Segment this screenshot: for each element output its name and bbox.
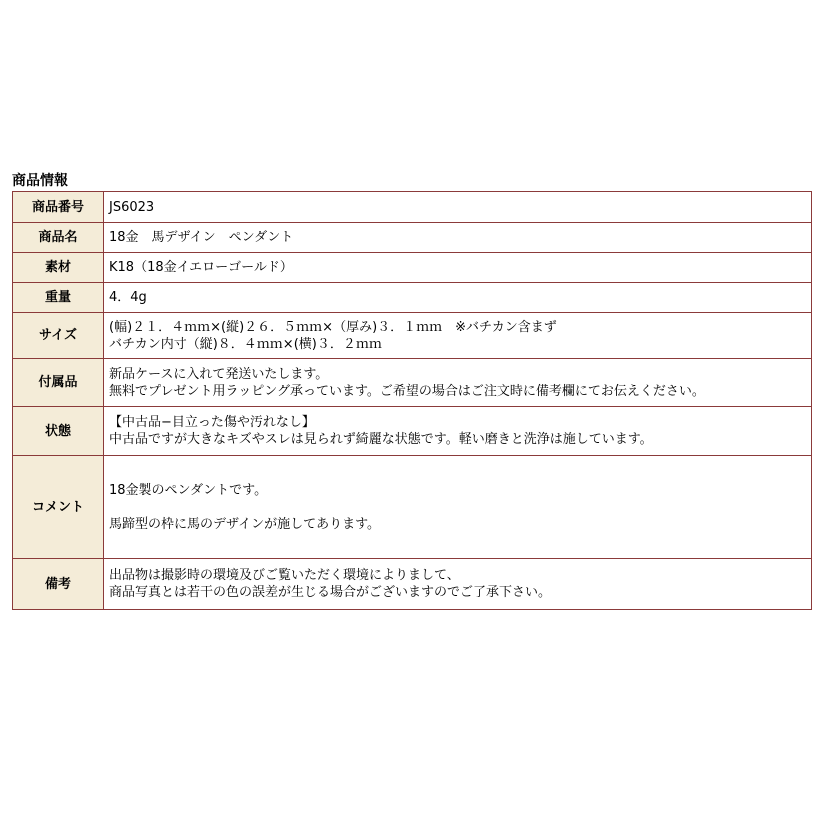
label-material: 素材 bbox=[13, 253, 104, 283]
value-product-number bbox=[104, 192, 812, 223]
row-weight bbox=[13, 283, 812, 313]
label-accessories: 付属品 bbox=[13, 359, 104, 407]
value-line: バチカン内寸（縦)８．４ｍｍ×(横)３．２ｍｍ bbox=[109, 336, 382, 352]
row-product-number bbox=[13, 192, 812, 223]
value-line: 中古品ですが大きなキズやスレは見られず綺麗な状態です。軽い磨きと洗浄は施しています。 bbox=[109, 432, 653, 447]
value-accessories bbox=[104, 359, 812, 407]
value-comment bbox=[104, 456, 812, 559]
label-product-number: 商品番号 bbox=[13, 192, 104, 223]
label-weight: 重量 bbox=[13, 283, 104, 313]
value-line: 商品写真とは若干の色の誤差が生じる場合がございますのでご了承下さい。 bbox=[109, 585, 552, 600]
value-size bbox=[104, 313, 812, 359]
value-product-name bbox=[104, 223, 812, 253]
label-condition: 状態 bbox=[13, 407, 104, 456]
label-size: サイズ bbox=[13, 313, 104, 359]
row-size bbox=[13, 313, 812, 359]
value-line: 【中古品−目立った傷や汚れなし】 bbox=[109, 415, 315, 430]
row-accessories bbox=[13, 359, 812, 407]
row-remarks bbox=[13, 559, 812, 610]
value-line: (幅)２１．４ｍｍ×(縦)２６．５ｍｍ×（厚み)３．１ｍｍ ※バチカン含まず bbox=[109, 319, 557, 335]
value-line: 出品物は撮影時の環境及びご覧いただく環境によりまして、 bbox=[109, 568, 460, 583]
value-condition bbox=[104, 407, 812, 456]
value-material bbox=[104, 253, 812, 283]
value-remarks bbox=[104, 559, 812, 610]
value-line: 馬蹄型の枠に馬のデザインが施してあります。 bbox=[109, 516, 381, 532]
row-material bbox=[13, 253, 812, 283]
value-weight bbox=[104, 283, 812, 313]
label-product-name: 商品名 bbox=[13, 223, 104, 253]
label-remarks: 備考 bbox=[13, 559, 104, 610]
blank-line bbox=[109, 499, 806, 516]
value-line: 18金製のペンダントです。 bbox=[109, 482, 268, 498]
product-info-table bbox=[12, 191, 812, 610]
section-title: 商品情報 bbox=[12, 173, 68, 189]
row-product-name bbox=[13, 223, 812, 253]
value-line: JS6023 bbox=[109, 199, 155, 215]
label-comment: コメント bbox=[13, 456, 104, 559]
value-line: 18金 馬デザイン ペンダント bbox=[109, 230, 294, 245]
row-comment bbox=[13, 456, 812, 559]
value-line: 新品ケースに入れて発送いたします。 bbox=[109, 366, 329, 382]
value-line: 4．4g bbox=[109, 290, 147, 305]
value-line: K18（18金イエローゴールド） bbox=[109, 260, 293, 275]
value-line: 無料でプレゼント用ラッピング承っています。ご希望の場合はご注文時に備考欄にてお伝えください。 bbox=[109, 383, 705, 399]
row-condition bbox=[13, 407, 812, 456]
